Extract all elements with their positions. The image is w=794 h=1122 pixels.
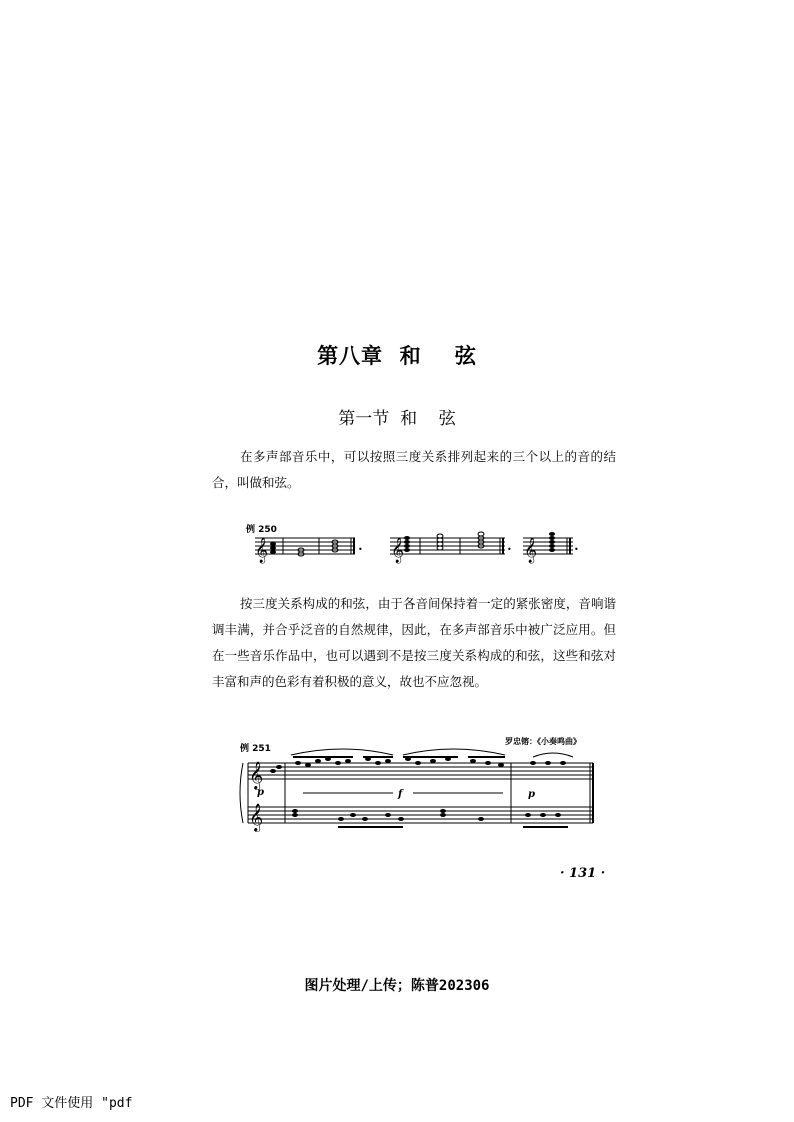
svg-text:•: •: [507, 545, 512, 554]
svg-text:•: •: [358, 545, 363, 554]
svg-text:𝄞: 𝄞: [391, 538, 405, 563]
svg-text:𝄞: 𝄞: [249, 761, 264, 789]
svg-text:𝄞: 𝄞: [524, 538, 538, 563]
dynamic-p-1: p: [257, 787, 264, 798]
paragraph-1: 在多声部音乐中，可以按照三度关系排列起来的三个以上的音的结合，叫做和弦。: [212, 449, 616, 490]
chapter-title: 第八章 和 弦: [317, 344, 477, 368]
dynamic-f: f: [398, 789, 403, 800]
example-251-label: 例 251: [240, 744, 271, 754]
svg-text:•: •: [574, 545, 579, 554]
composer-credit: 罗忠镕：《小奏鸣曲》: [505, 737, 581, 746]
section-title: 第一节 和 弦: [338, 409, 456, 429]
example-250-staff: [255, 534, 595, 564]
page-number: · 131 ·: [560, 866, 606, 881]
svg-text:𝄞: 𝄞: [255, 538, 269, 563]
pdf-footer: PDF 文件使用 "pdf: [10, 1096, 133, 1111]
paragraph-2: 按三度关系构成的和弦，由于各音间保持着一定的紧张密度，音响谐调丰满，并合乎泛音的自然规律，因此，在多声部音乐中被广泛应用。但在一些音乐作品中，也可以遇到不是按三度关系构成的和弦，这些和弦对丰富和声的色彩有着积极的意义，故也不应忽视。: [212, 596, 616, 689]
upload-credit: 图片处理/上传；陈普202306: [304, 978, 490, 994]
example-250-label: 例 250: [246, 525, 277, 535]
example-251-score: [243, 745, 598, 835]
dynamic-p-2: p: [528, 789, 535, 800]
svg-text:𝄞: 𝄞: [249, 803, 264, 831]
